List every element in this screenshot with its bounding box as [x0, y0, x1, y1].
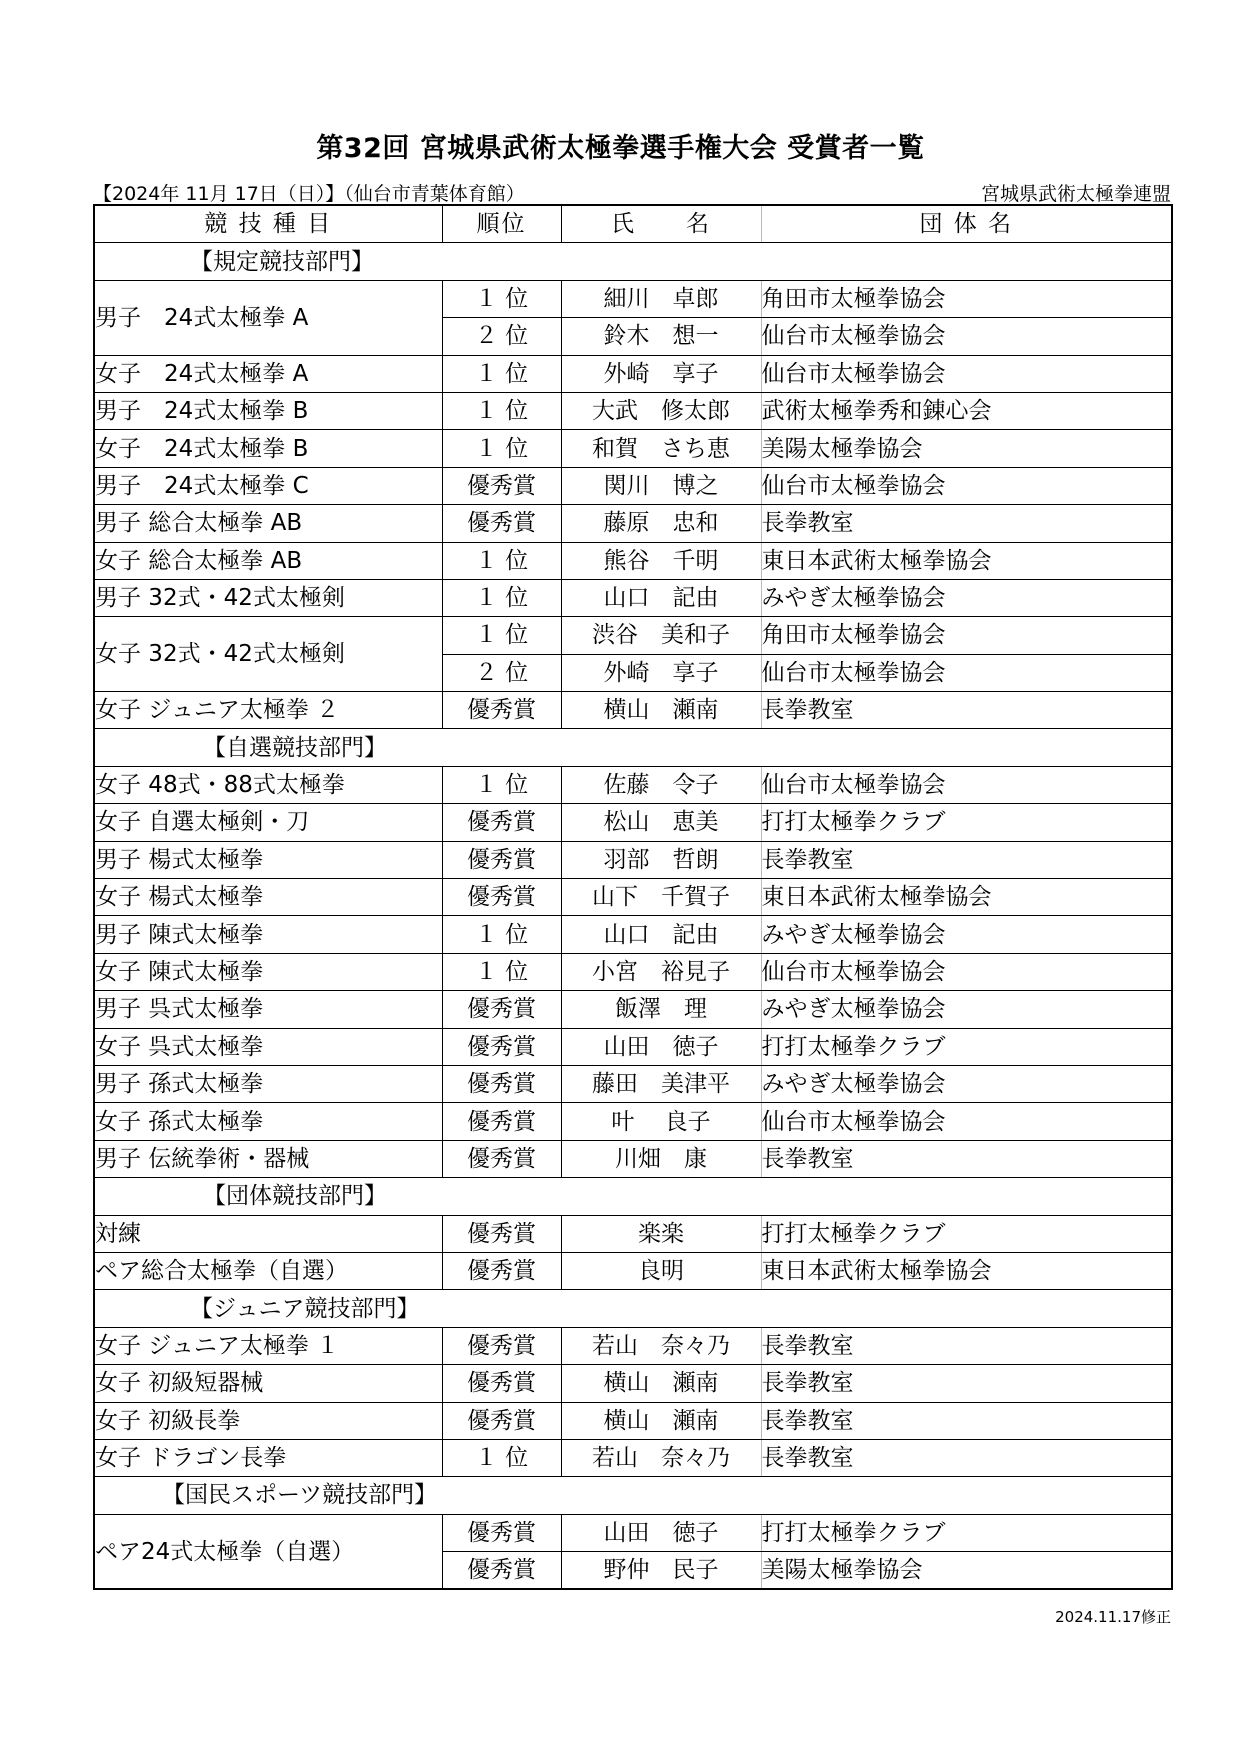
org-cell: 長拳教室 [761, 1140, 1172, 1177]
name-cell: 佐藤 令子 [561, 766, 761, 803]
table-row [94, 692, 1172, 729]
rank-cell: 優秀賞 [442, 1552, 561, 1590]
name-cell: 渋谷 美和子 [561, 617, 761, 654]
org-cell: 打打太極拳クラブ [761, 1514, 1172, 1551]
table-row [94, 879, 1172, 916]
name-cell: 羽部 哲朗 [561, 841, 761, 878]
event-cell: 女子 ジュニア太極拳 ２ [94, 692, 442, 729]
org-cell: 美陽太極拳協会 [761, 430, 1172, 467]
rank-cell: ２ 位 [442, 654, 561, 691]
section-row [94, 1178, 1172, 1215]
event-cell: 男子 24式太極拳 B [94, 392, 442, 429]
event-cell: 女子 24式太極拳 B [94, 430, 442, 467]
table-row [94, 1365, 1172, 1402]
table-row [94, 804, 1172, 841]
event-cell: 女子 初級長拳 [94, 1402, 442, 1439]
org-cell: 仙台市太極拳協会 [761, 318, 1172, 355]
name-cell: 鈴木 想一 [561, 318, 761, 355]
rank-cell: 優秀賞 [442, 991, 561, 1028]
table-row [94, 1514, 1172, 1551]
rank-cell: ２ 位 [442, 318, 561, 355]
name-cell: 横山 瀬南 [561, 1365, 761, 1402]
rank-cell: １ 位 [442, 1439, 561, 1476]
org-cell: 打打太極拳クラブ [761, 1028, 1172, 1065]
event-cell: 対練 [94, 1215, 442, 1252]
event-cell: 女子 32式・42式太極剣 [94, 617, 442, 692]
rank-cell: 優秀賞 [442, 1028, 561, 1065]
section-row [94, 729, 1172, 766]
name-cell: 山口 記由 [561, 579, 761, 616]
results-body [94, 243, 1172, 1590]
event-cell: 男子 総合太極拳 AB [94, 505, 442, 542]
table-row [94, 392, 1172, 429]
table-row [94, 579, 1172, 616]
org-cell: 長拳教室 [761, 1327, 1172, 1364]
rank-cell: １ 位 [442, 579, 561, 616]
org-cell: 仙台市太極拳協会 [761, 355, 1172, 392]
name-cell: 細川 卓郎 [561, 280, 761, 317]
event-cell: 女子 呉式太極拳 [94, 1028, 442, 1065]
org-cell: 角田市太極拳協会 [761, 280, 1172, 317]
section-label: 【自選競技部門】 [203, 734, 387, 761]
org-cell: 長拳教室 [761, 1439, 1172, 1476]
event-cell: 男子 孫式太極拳 [94, 1065, 442, 1102]
rank-cell: １ 位 [442, 355, 561, 392]
event-date-venue: 【2024年 11月 17日（日）】（仙台市青葉体育館） [93, 183, 525, 205]
name-cell: 若山 奈々乃 [561, 1327, 761, 1364]
org-cell: みやぎ太極拳協会 [761, 579, 1172, 616]
name-cell: 川畑 康 [561, 1140, 761, 1177]
table-row [94, 953, 1172, 990]
org-cell: 東日本武術太極拳協会 [761, 1252, 1172, 1289]
org-cell: 仙台市太極拳協会 [761, 953, 1172, 990]
table-row [94, 355, 1172, 392]
org-cell: 美陽太極拳協会 [761, 1552, 1172, 1590]
org-cell: 角田市太極拳協会 [761, 617, 1172, 654]
name-cell: 小宮 裕見子 [561, 953, 761, 990]
org-cell: 東日本武術太極拳協会 [761, 542, 1172, 579]
section-heading [94, 729, 1172, 766]
org-cell: 長拳教室 [761, 1402, 1172, 1439]
section-heading [94, 243, 1172, 280]
section-label: 【団体競技部門】 [203, 1183, 387, 1210]
table-row [94, 1402, 1172, 1439]
name-cell: 外崎 享子 [561, 654, 761, 691]
rank-cell: 優秀賞 [442, 804, 561, 841]
header-name: 氏 名 [561, 205, 761, 243]
table-row [94, 430, 1172, 467]
event-cell: 男子 楊式太極拳 [94, 841, 442, 878]
org-cell: 仙台市太極拳協会 [761, 467, 1172, 504]
rank-cell: 優秀賞 [442, 1402, 561, 1439]
rank-cell: １ 位 [442, 280, 561, 317]
org-cell: 東日本武術太極拳協会 [761, 879, 1172, 916]
section-label: 【規定競技部門】 [190, 248, 374, 275]
section-row [94, 1477, 1172, 1514]
event-cell: 女子 楊式太極拳 [94, 879, 442, 916]
rank-cell: 優秀賞 [442, 1140, 561, 1177]
name-cell: 藤田 美津平 [561, 1065, 761, 1102]
page-title: 第32回 宮城県武術太極拳選手権大会 受賞者一覧 [316, 133, 925, 164]
event-cell: 女子 総合太極拳 AB [94, 542, 442, 579]
table-row [94, 467, 1172, 504]
event-cell: ペア24式太極拳（自選） [94, 1514, 442, 1589]
section-label: 【国民スポーツ競技部門】 [162, 1482, 438, 1509]
rank-cell: １ 位 [442, 916, 561, 953]
table-header-row [94, 205, 1172, 243]
org-cell: 仙台市太極拳協会 [761, 1103, 1172, 1140]
table-row [94, 505, 1172, 542]
event-cell: 男子 32式・42式太極剣 [94, 579, 442, 616]
rank-cell: 優秀賞 [442, 467, 561, 504]
name-cell: 大武 修太郎 [561, 392, 761, 429]
table-row [94, 1065, 1172, 1102]
table-row [94, 841, 1172, 878]
name-cell: 飯澤 理 [561, 991, 761, 1028]
table-row [94, 1028, 1172, 1065]
organizer: 宮城県武術太極拳連盟 [980, 183, 1171, 205]
rank-cell: １ 位 [442, 392, 561, 429]
event-cell: 女子 陳式太極拳 [94, 953, 442, 990]
table-row [94, 542, 1172, 579]
org-cell: 長拳教室 [761, 1365, 1172, 1402]
event-cell: ペア総合太極拳（自選） [94, 1252, 442, 1289]
name-cell: 野仲 民子 [561, 1552, 761, 1590]
rank-cell: 優秀賞 [442, 505, 561, 542]
event-cell: 女子 孫式太極拳 [94, 1103, 442, 1140]
table-row [94, 916, 1172, 953]
name-cell: 和賀 さち恵 [561, 430, 761, 467]
event-cell: 女子 ドラゴン長拳 [94, 1439, 442, 1476]
name-cell: 叶 良子 [561, 1103, 761, 1140]
table-row [94, 766, 1172, 803]
section-heading [94, 1178, 1172, 1215]
rank-cell: １ 位 [442, 542, 561, 579]
section-heading [94, 1477, 1172, 1514]
table-row [94, 617, 1172, 654]
rank-cell: 優秀賞 [442, 1327, 561, 1364]
table-row [94, 1103, 1172, 1140]
event-cell: 男子 呉式太極拳 [94, 991, 442, 1028]
event-cell: 女子 自選太極剣・刀 [94, 804, 442, 841]
rank-cell: １ 位 [442, 953, 561, 990]
org-cell: 打打太極拳クラブ [761, 804, 1172, 841]
rank-cell: 優秀賞 [442, 1514, 561, 1551]
name-cell: 外崎 享子 [561, 355, 761, 392]
rank-cell: 優秀賞 [442, 1103, 561, 1140]
org-cell: みやぎ太極拳協会 [761, 991, 1172, 1028]
org-cell: 長拳教室 [761, 692, 1172, 729]
rank-cell: １ 位 [442, 766, 561, 803]
section-heading [94, 1290, 1172, 1327]
rank-cell: １ 位 [442, 617, 561, 654]
name-cell: 横山 瀬南 [561, 1402, 761, 1439]
table-row [94, 280, 1172, 317]
header-rank: 順位 [442, 205, 561, 243]
org-cell: みやぎ太極拳協会 [761, 1065, 1172, 1102]
org-cell: 打打太極拳クラブ [761, 1215, 1172, 1252]
table-row [94, 991, 1172, 1028]
name-cell: 横山 瀬南 [561, 692, 761, 729]
table-row [94, 1252, 1172, 1289]
event-cell: 男子 24式太極拳 C [94, 467, 442, 504]
section-row [94, 1290, 1172, 1327]
table-row [94, 1439, 1172, 1476]
name-cell: 松山 恵美 [561, 804, 761, 841]
table-row [94, 1327, 1172, 1364]
rank-cell: 優秀賞 [442, 1215, 561, 1252]
rank-cell: 優秀賞 [442, 1252, 561, 1289]
header-org: 団 体 名 [761, 205, 1172, 243]
rank-cell: 優秀賞 [442, 692, 561, 729]
rank-cell: １ 位 [442, 430, 561, 467]
event-cell: 男子 伝統拳術・器械 [94, 1140, 442, 1177]
name-cell: 山下 千賀子 [561, 879, 761, 916]
section-label: 【ジュニア競技部門】 [190, 1295, 420, 1322]
event-cell: 女子 初級短器械 [94, 1365, 442, 1402]
results-table [93, 204, 1173, 1590]
table-row [94, 1215, 1172, 1252]
rank-cell: 優秀賞 [442, 879, 561, 916]
rank-cell: 優秀賞 [442, 841, 561, 878]
name-cell: 楽楽 [561, 1215, 761, 1252]
event-cell: 男子 陳式太極拳 [94, 916, 442, 953]
section-row [94, 243, 1172, 280]
header-event: 競 技 種 目 [94, 205, 442, 243]
org-cell: みやぎ太極拳協会 [761, 916, 1172, 953]
name-cell: 若山 奈々乃 [561, 1439, 761, 1476]
org-cell: 仙台市太極拳協会 [761, 766, 1172, 803]
revision-note: 2024.11.17修正 [1055, 1608, 1171, 1626]
table-row [94, 1140, 1172, 1177]
name-cell: 山田 徳子 [561, 1028, 761, 1065]
event-cell: 男子 24式太極拳 A [94, 280, 442, 355]
org-cell: 武術太極拳秀和錬心会 [761, 392, 1172, 429]
event-cell: 女子 24式太極拳 A [94, 355, 442, 392]
name-cell: 山田 徳子 [561, 1514, 761, 1551]
name-cell: 関川 博之 [561, 467, 761, 504]
name-cell: 山口 記由 [561, 916, 761, 953]
org-cell: 仙台市太極拳協会 [761, 654, 1172, 691]
event-cell: 女子 ジュニア太極拳 １ [94, 1327, 442, 1364]
org-cell: 長拳教室 [761, 841, 1172, 878]
name-cell: 良明 [561, 1252, 761, 1289]
rank-cell: 優秀賞 [442, 1065, 561, 1102]
event-cell: 女子 48式・88式太極拳 [94, 766, 442, 803]
name-cell: 藤原 忠和 [561, 505, 761, 542]
rank-cell: 優秀賞 [442, 1365, 561, 1402]
name-cell: 熊谷 千明 [561, 542, 761, 579]
org-cell: 長拳教室 [761, 505, 1172, 542]
